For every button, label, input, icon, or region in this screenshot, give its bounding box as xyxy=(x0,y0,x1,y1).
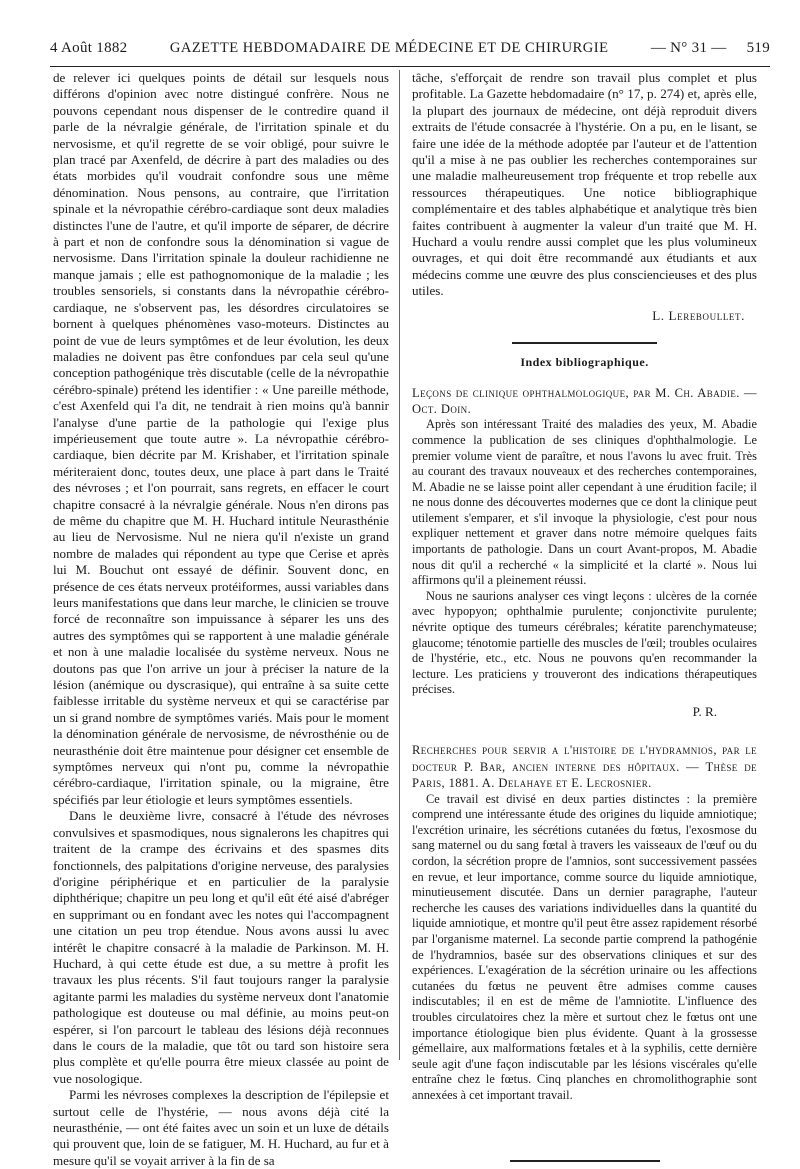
header-right xyxy=(651,40,770,57)
left-paragraph-3: Parmi les névroses complexes la description de l'épilepsie et surtout celle de l'hystérie, — nous avons déjà cité la neurasthénie, — ont été faites avec un soin et un luxe de détails qui prouvent que, loin de se fatiguer, M. H. Huchard, au fur et à mesure qu'il se voyait arriver à la fin de sa xyxy=(53,1087,389,1168)
issue-number: — N° 31 — xyxy=(650,40,727,56)
page-number: 519 xyxy=(746,40,770,56)
page-header xyxy=(50,40,770,62)
right-continuation: tâche, s'efforçait de rendre son travail plus complet et plus profitable. La Gazette hebdomadaire (n° 17, p. 274) et, après elle, la plupart des journaux de médecine, ont déjà reproduit divers extraits de l'étude consacrée à l'hystérie. On a pu, en le lisant, se faire une idée de la méthode adoptée par l'auteur et de l'attention qu'il a mise à ne pas oublier les recherches contemporaines sur une maladie malheureusement trop fréquente et trop rebelle aux ressources thérapeutiques. Une notice bibliographique complémentaire et des tables alphabétique et analytique très bien faites contribuent à augmenter la valeur d'un traité que M. H. Huchard a voulu rendre aussi complet que les plus volumineux ouvrages, et qui doit être recommandé aux étudiants et aux médecins comme une œuvre des plus consciencieuses et des plus utiles. xyxy=(412,70,757,299)
left-column xyxy=(53,70,389,1169)
header-date: 4 Août 1882 xyxy=(50,40,128,56)
signature-lereboullet: L. Lereboullet. xyxy=(652,307,745,323)
review-1-paragraph-2: Nous ne saurions analyser ces vingt leçons : ulcères de la cornée avec hypopyon; ophthalmie purulente; conjonctivite purulente; névrite optique des tumeurs cérébrales; kératite parenchymateuse; glaucome; ténotomie partielle des muscles de l'œil; troubles oculaires de l'hystérie, etc., etc. Nous ne pouvons qu'en recommander la lecture. Les praticiens y trouveront des indications thérapeutiques précises. xyxy=(412,588,757,697)
review-2-heading: Recherches pour servir a l'histoire de l'hydramnios, par le docteur P. Bar, ancien interne des hôpitaux. — Thèse de Paris, 1881. A. Delahaye et E. Lecrosnier. xyxy=(412,743,757,791)
journal-title: GAZETTE HEBDOMADAIRE DE MÉDECINE ET DE CHIRURGIE xyxy=(169,40,609,56)
left-paragraph-2: Dans le deuxième livre, consacré à l'étude des névroses convulsives et spasmodiques, nous signalerons les chapitres qui traitent de la crampe des écrivains et des spasmes dits fonctionnels, des palpitations d'origine nerveuse, des paralysies d'origine périphérique et en particulier de la paralysie diphthérique; chapitre un peu long et qu'il eût été aisé d'abréger en supprimant ou en fondant avec les notes qui l'accompagnent une citation un peu trop étendue. Nous avons aussi lu avec intérêt le chapitre consacré à la maladie de Parkinson. M. H. Huchard, à qui cette étude est due, a su mettre à profit les travaux les plus récents. S'il faut toujours ranger la paralysie agitante parmi les maladies du système nerveux dont l'anatomie pathologique est douteuse ou mal définie, au moins peut-on espérer, si l'on parcourt le tableau des lésions déjà reconnues dans le cours de la maladie, que tôt ou tard son histoire sera plus complète et qu'elle pourra être mieux classée au point de vue nosologique. xyxy=(53,808,389,1086)
section-rule xyxy=(512,342,657,344)
index-title: Index bibliographique. xyxy=(520,355,649,370)
review-2-paragraph-1: Ce travail est divisé en deux parties distinctes : la première comprend une intéressante étude des origines du liquide amniotique; l'excrétion urinaire, les sécrétions cutanées du fœtus, l'exosmose du sang maternel ou du sang fœtal à travers les vaisseaux de l'œuf ou du cordon, la sécrétion propre de l'amnios, sont successivement passées en revue, et leur importance, comme source du liquide amniotique, minutieusement discutée. Dans un dernier paragraphe, l'auteur recherche les causes des variations individuelles dans la quantité du liquide amniotique, et montre qu'il peut être assez rapidement résorbé par l'organisme maternel. La seconde partie comprend la pathogénie de l'hydramnios, basée sur des observations cliniques et sur des expériences. L'exagération de la sécrétion urinaire ou les affections cutanées du fœtus ne peuvent être admises comme causes indiscutables; il en est de même de l'amniotite. L'influence des troubles circulatoires chez la mère et surtout chez le fœtus ont une importance étiologique bien plus évidente. Quant à la grossesse gémellaire, aux malformations fœtales et à la syphilis, cette dernière seule agit d'une façon indiscutable par les lésions viscérales qu'elle entraîne chez le fœtus. Cinq planches en chromolithographie sont annexées à cet important travail. xyxy=(412,791,757,1102)
review-2-body xyxy=(412,792,757,1104)
review-1-body xyxy=(412,417,757,698)
end-rule xyxy=(510,1160,660,1162)
review-1-heading: Leçons de clinique ophthalmologique, par M. Ch. Abadie. — Oct. Doin. xyxy=(412,385,757,416)
column-separator xyxy=(399,70,400,1060)
left-paragraph-1: de relever ici quelques points de détail sur lesquels nous différons d'opinion avec notre distingué confrère. Nous ne pouvons cependant nous dispenser de le contredire quand il parle de la névralgie générale, de l'irritation spinale et du nervosisme, et qu'il regrette de se voir obligé, pour suivre le plan tracé par Axenfeld, de décrire à part des maladies ou des états morbides qu'il voudrait confondre sous une même dénomination. Nous pensons, au contraire, que l'irritation spinale et la névropathie cérébro-cardiaque sont deux maladies distinctes l'une de l'autre, et qu'il importe de séparer, de décrire à part et non de confondre sous la dénomination si vague de nervosisme. Dans l'irritation spinale la douleur rachidienne ne manque jamais ; elle est pathognomonique de la maladie ; les troubles sensoriels, si constants dans la névropathie cérébro-cardiaque, ne s'observent pas, les désordres circulatoires se bornent à quelques phénomènes vaso-moteurs. Distinctes au point de vue de leurs symptômes et de leur évolution, les deux maladies ne doivent pas être confondues par cela seul qu'une conception pathogénique très discutable (celle de la névropathie cérébro-spinale) prétend les identifier : « Une pareille méthode, c'est Axenfeld qui l'a dit, ne tendrait à rien moins qu'à bannir l'analyse d'une partie de la pathologie qui l'exige plus impérieusement que toute autre ». La névropathie cérébro-cardiaque, bien décrite par M. Krishaber, et l'irritation spinale mériteraient donc, toutes deux, une place à part dans le Traité des névroses ; et l'on pourrait, sans regrets, en effacer le court chapitre consacré à la névralgie générale. Nous n'en dirons pas de même du chapitre que M. H. Huchard intitule Neurasthénie au lieu de Nervosisme. Nul ne niera qu'il n'existe un grand nombre de malades qui répondent au type que Cerise et après lui M. Bouchut ont essayé de définir. Souvent donc, en présence de ces états nerveux protéiformes, aussi variables dans leurs manifestations que dans leur marche, le clinicien se trouve forcé de reconnaître son impuissance à séparer les uns des autres des symptômes qui se rapportent à une maladie générale et non à une maladie localisée du système nerveux. Nous ne doutons pas que l'on arrive un jour à préciser la nature de la lésion (anémique ou dyscrasique), qui entraîne à sa suite cette faiblesse irritable du système nerveux et qui se caractérise par un si grand nombre de symptômes variés. Mais pour le moment la dénomination générale de nervosisme, de névrosthénie ou de neurasthénie doit être maintenue pour désigner cet ensemble de symptômes nerveux qui n'ont pu, comme la névropathie cérébro-cardiaque, l'irritation spinale, ou la migraine, être spécifiés par leur étiologie et leurs symptômes essentiels. xyxy=(53,70,389,807)
header-rule xyxy=(50,66,770,67)
review-1-paragraph-1: Après son intéressant Traité des maladies des yeux, M. Abadie commence la publication de ses cliniques d'ophthalmologie. Le premier volume vient de paraître, et nous l'avons lu avec fruit. Très au courant des travaux nouveaux et des recherches contemporaines, M. Abadie ne se laisse point aller cependant à une érudition facile; il ne nous donne des découvertes modernes que ce dont la clinique peut utilement s'emparer, et s'il invoque la physiologie, c'est pour nous expliquer nettement et graver dans notre mémoire quelques faits importants de pathologie. Dans un court Avant-propos, M. Abadie nous dit qu'il a recherché « la simplicité et la clarté ». Nous lui affirmons qu'il a pleinement réussi. xyxy=(412,417,757,588)
signature-pr: P. R. xyxy=(692,704,717,719)
right-column xyxy=(412,70,757,1162)
